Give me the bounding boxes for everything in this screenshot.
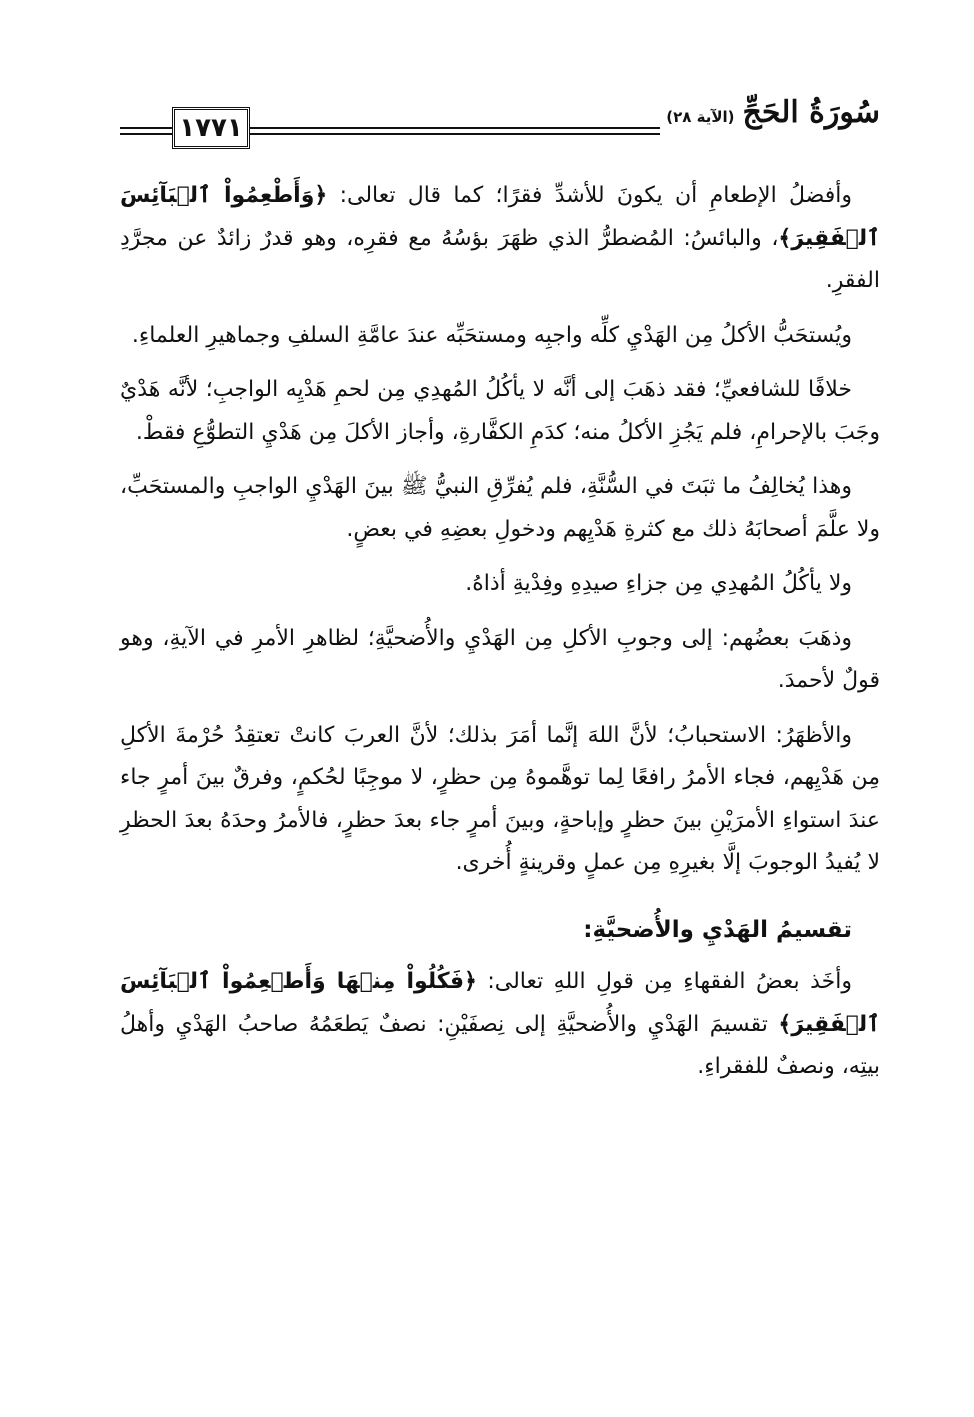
paragraph-text: وأفضلُ الإطعامِ أن يكونَ للأشدِّ فقرًا؛ كما قال تعالى:	[327, 183, 852, 208]
header-rule	[120, 133, 172, 135]
paragraph: والأظهَرُ: الاستحبابُ؛ لأنَّ اللهَ إنَّما أمَرَ بذلك؛ لأنَّ العربَ كانتْ تعتقِدُ حُرْمةَ الأكلِ مِن هَدْيِهم، فجاء الأمرُ رافعًا لِما توهَّموهُ مِن حظرٍ، لا موجِبًا لحُكمٍ، وفرقٌ بينَ أمرٍ جاء عندَ استواءِ الأمرَيْنِ بينَ حظرٍ وإباحةٍ، وبينَ أمرٍ جاء بعدَ حظرٍ، فالأمرُ وحدَهُ بعدَ الحظرِ لا يُفيدُ الوجوبَ إلَّا بغيرِهِ مِن عملٍ وقرينةٍ أُخرى.	[120, 722, 880, 875]
paragraph-text: ، والبائسُ: المُضطرُّ الذي ظهَرَ بؤسُهُ مع فقرِه، وهو قدرٌ زائدٌ عن مجرَّدِ الفقرِ.	[120, 225, 880, 293]
paragraph: ولا يأكُلُ المُهدِي مِن جزاءِ صيدِهِ وفِدْيةِ أذاهُ.	[465, 571, 852, 596]
running-title	[660, 95, 880, 135]
paragraph-text: وأخَذ بعضُ الفقهاءِ مِن قولِ اللهِ تعالى:	[476, 969, 852, 994]
paragraph: خلافًا للشافعيِّ؛ فقد ذهَبَ إلى أنَّه لا يأكُلُ المُهدِي مِن لحمِ هَدْيِه الواجبِ؛ لأنَّه هَدْيٌ وجَبَ بالإحرامِ، فلم يَجُزِ الأكلُ منه؛ كدَمِ الكفَّارةِ، وأجاز الأكلَ مِن هَدْيِ التطوُّعِ فقطْ.	[120, 377, 880, 445]
ayah-reference: (الآية ٢٨)	[666, 108, 735, 126]
header-rule	[120, 127, 172, 129]
paragraph	[120, 961, 880, 1089]
page-number: ١٧٧١	[172, 107, 250, 149]
surah-title: سُورَةُ الحَجِّ	[742, 95, 880, 130]
section-heading: تقسيمُ الهَدْيِ والأُضحيَّةِ:	[583, 916, 852, 943]
quran-quote: ﴿وَأَطْعِمُواْ ٱلۡبَآئِسَ ٱلۡفَقِيرَ﴾	[120, 183, 880, 251]
paragraph	[120, 175, 880, 303]
paragraph-text: تقسيمَ الهَدْيِ والأُضحيَّةِ إلى نِصفَيْنِ: نصفٌ يَطعَمُهُ صاحبُ الهَدْيِ وأهلُ بيتِه، ونصفٌ للفقراءِ.	[120, 1011, 880, 1079]
paragraph: وذهَبَ بعضُهم: إلى وجوبِ الأكلِ مِن الهَدْيِ والأُضحيَّةِ؛ لظاهرِ الأمرِ في الآيةِ، وهو قولٌ لأحمدَ.	[120, 625, 880, 693]
paragraph: وهذا يُخالِفُ ما ثبَتَ في السُّنَّةِ، فلم يُفرِّقِ النبيُّ ﷺ بينَ الهَدْيِ الواجبِ والمستحَبِّ، ولا علَّمَ أصحابَهُ ذلك مع كثرةِ هَدْيِهم ودخولِ بعضِهِ في بعضٍ.	[120, 474, 880, 542]
page-header	[120, 95, 880, 155]
body-text	[120, 175, 880, 1101]
paragraph: ويُستحَبُّ الأكلُ مِن الهَدْيِ كلِّه واجبِه ومستحَبِّه عندَ عامَّةِ السلفِ وجماهيرِ العلماءِ.	[131, 322, 852, 348]
quran-quote: ﴿فَكُلُواْ مِنۡهَا وَأَطۡعِمُواْ ٱلۡبَآئِسَ ٱلۡفَقِيرَ﴾	[120, 969, 880, 1037]
